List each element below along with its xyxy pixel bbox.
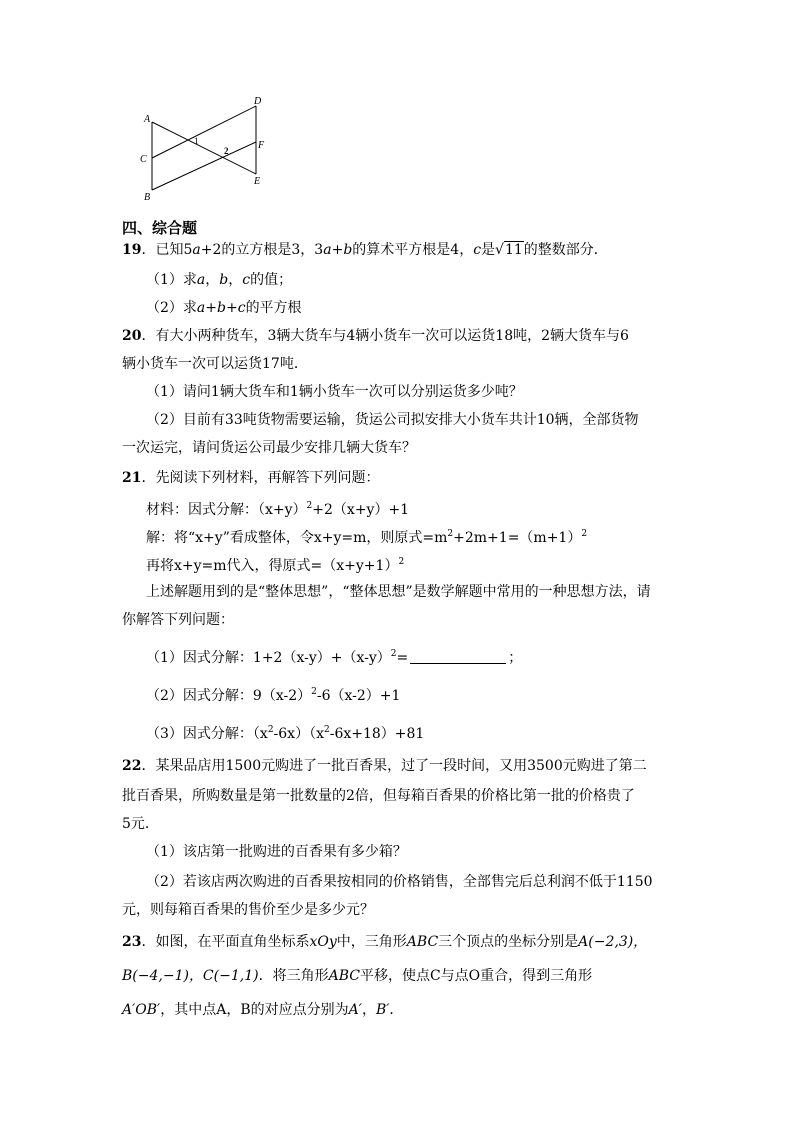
label-E: E — [254, 176, 261, 187]
label-angle-2: 2 — [224, 146, 229, 156]
q20-stem-line2: 辆小货车一次可以运货17吨． — [122, 356, 308, 372]
q21-part3: （3）因式分解：$(x^2-6x)(x^2-6x+18)+81$ — [146, 725, 425, 742]
q21-note-line2: 你解答下列问题： — [122, 612, 234, 628]
q20-number: 20 — [122, 328, 142, 344]
section-title: 四、综合题 — [122, 219, 198, 237]
q22-stem-line1: 22．某果品店用1500元购进了一批百香果，过了一段时间，又用3500元购进了第二 — [122, 758, 647, 774]
q19-stem: 19．已知5a+2的立方根是3，3a+b的算术平方根是4，c是√11的整数部分． — [122, 242, 608, 258]
q22-stem-line3: 5元． — [122, 816, 159, 832]
q22-part2-line2: 元，则每箱百香果的售价至少是多少元？ — [122, 902, 374, 918]
q19-part1: （1）求a，b，c的值； — [146, 272, 293, 288]
q19-number: 19 — [122, 242, 142, 258]
sqrt-radicand: 11 — [504, 242, 523, 258]
q22-number: 22 — [122, 758, 142, 774]
segment-CD — [152, 106, 256, 158]
q19-part2: （2）求a+b+c的平方根 — [146, 300, 302, 316]
sqrt-sign: √ — [495, 242, 504, 258]
q21-part2: （2）因式分解：$9(x-2)^2-6(x-2)+1$ — [146, 687, 401, 704]
q21-note-line1: 上述解题用到的是“整体思想”，“整体思想”是数学解题中常用的一种思想方法，请 — [146, 584, 651, 600]
q21-material: 材料：因式分解：$(x+y)^2+2(x+y)+1$ — [146, 501, 410, 518]
q22-part2-line1: （2）若该店两次购进的百香果按相同的价格销售，全部售完后总利润不低于1150 — [146, 874, 653, 890]
parallel-lines-diagram — [136, 92, 270, 200]
q23-stem-line2: B(−4,−1)，C(−1,1)．将三角形ABC平移，使点C与点O重合，得到三角形 — [122, 968, 593, 984]
q21-stem: 21．先阅读下列材料，再解答下列问题： — [122, 470, 380, 486]
q20-stem-line1: 20．有大小两种货车，3辆大货车与4辆小货车一次可以运货18吨，2辆大货车与6 — [122, 328, 629, 344]
q23-stem-line1: 23．如图，在平面直角坐标系xOy中，三角形ABC三个顶点的坐标分别是A(−2,3)， — [122, 934, 648, 950]
q21-part1: （1）因式分解：$1+2(x-y)+(x-y)^2=$ ； — [146, 649, 523, 666]
q21-solution: 解：将“x+y”看成整体，令x+y=m，则原式$=m^2+2m+1=(m+1)^2$ — [146, 529, 588, 546]
q22-part1: （1）该店第一批购进的百香果有多少箱？ — [146, 844, 407, 860]
q20-part2-line2: 一次运完，请问货运公司最少安排几辆大货车？ — [122, 440, 416, 456]
label-angle-1: 1 — [194, 136, 199, 146]
q20-part1: （1）请问1辆大货车和1辆小货车一次可以分别运货多少吨？ — [146, 384, 523, 400]
q22-stem-line2: 批百香果，所购数量是第一批数量的2倍，但每箱百香果的价格比第一批的价格贵了 — [122, 788, 635, 804]
label-F: F — [258, 140, 265, 151]
geometry-figure — [136, 92, 270, 200]
q23-stem-line3: A′OB′，其中点A，B的对应点分别为A′，B′． — [122, 1002, 404, 1018]
label-B: B — [144, 192, 151, 200]
q20-part2-line1: （2）目前有33吨货物需要运输，货运公司拟安排大小货车共计10辆，全部货物 — [146, 412, 639, 428]
label-C: C — [140, 154, 147, 165]
q21-number: 21 — [122, 470, 142, 486]
label-A: A — [144, 114, 151, 125]
answer-blank[interactable] — [410, 649, 506, 664]
q21-substitution: 再将x+y=m代入，得原式$=(x+y+1)^2$ — [146, 557, 405, 574]
q23-number: 23 — [122, 934, 142, 950]
label-D: D — [254, 96, 262, 107]
